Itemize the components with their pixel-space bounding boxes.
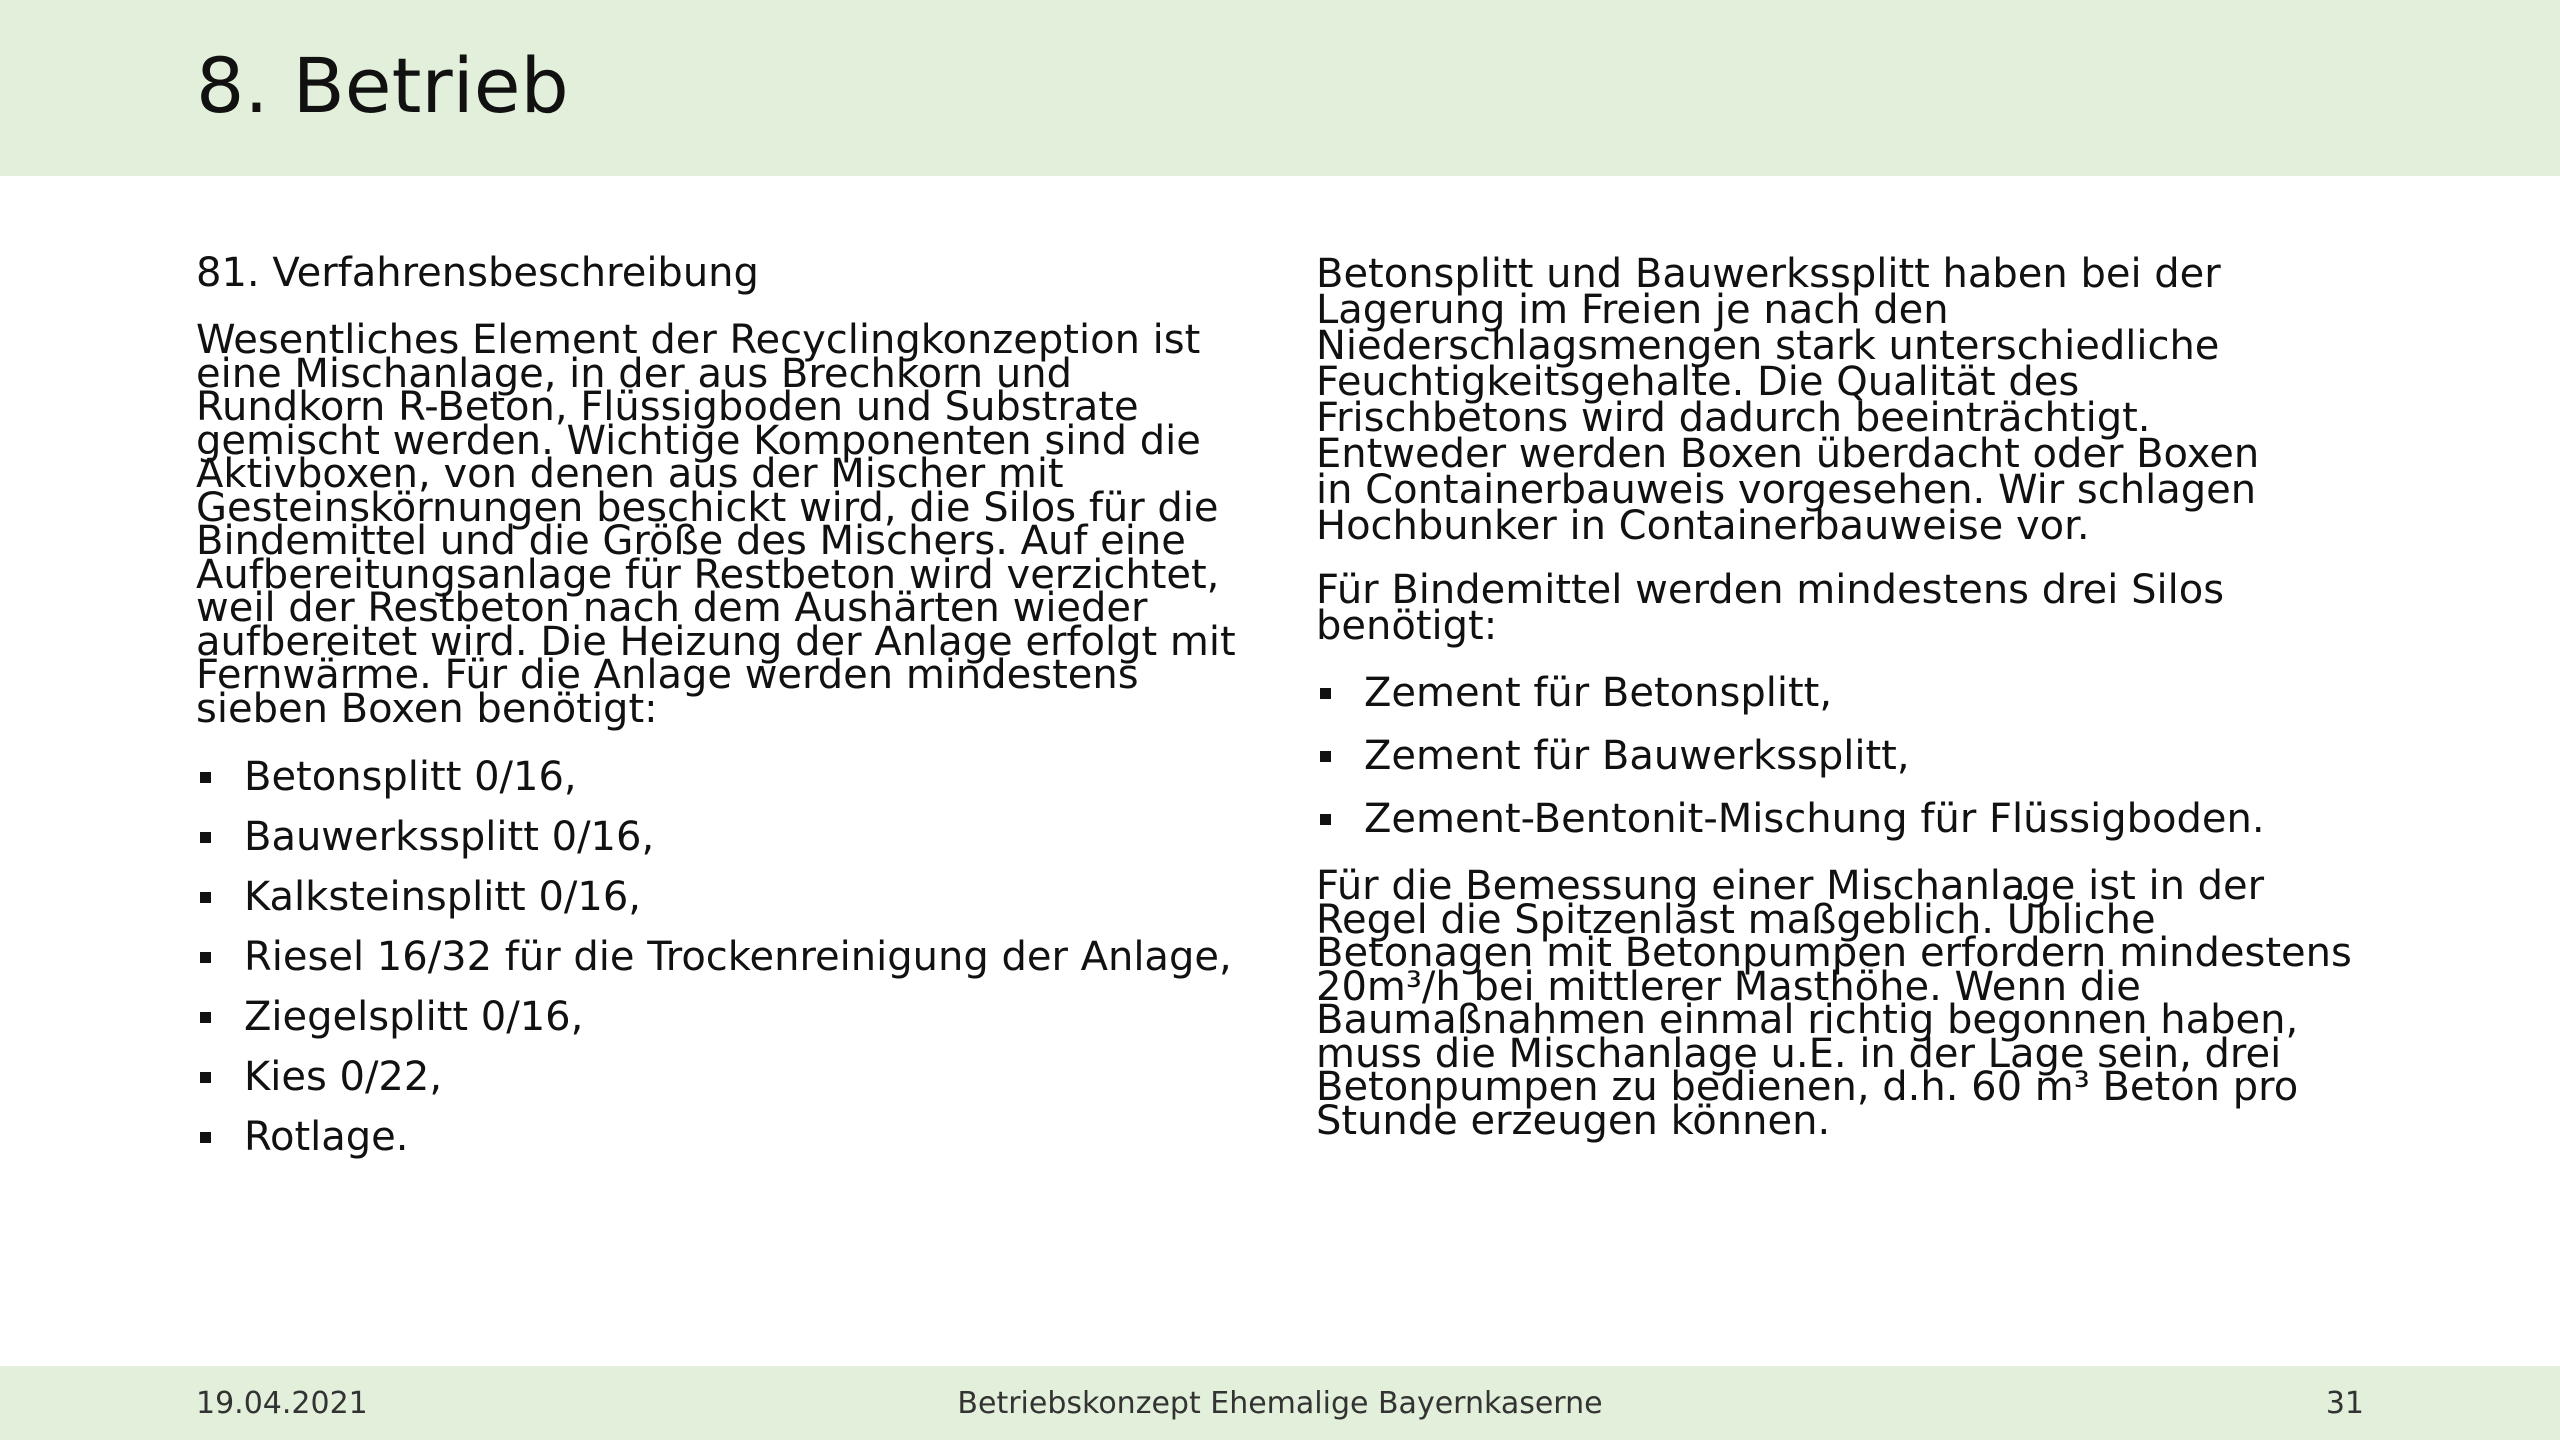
list-item (1316, 731, 2426, 781)
square-bullet-icon (1320, 751, 1331, 762)
text-line: Regel die Spitzenlast maßgeblich. Übliche (1316, 896, 2156, 943)
footer-date: 19.04.2021 (196, 1386, 368, 1421)
text-line: Betonsplitt und Bauwerkssplitt haben bei der (1316, 251, 2221, 297)
list-item (196, 932, 1256, 982)
list-item (196, 812, 1256, 862)
square-bullet-icon (1320, 814, 1331, 825)
intro-paragraph (196, 317, 1256, 732)
text-line: Lagerung im Freien je nach den (1316, 287, 1949, 333)
square-bullet-icon (200, 1132, 211, 1143)
text-line: Gesteinskörnungen beschickt wird, die Silos für die (196, 484, 1219, 531)
text-line: Feuchtigkeitsgehalte. Die Qualität des (1316, 359, 2080, 405)
list-item-text: Rotlage. (244, 1114, 409, 1160)
list-item (1316, 794, 2426, 844)
footer-title: Betriebskonzept Ehemalige Bayernkaserne (957, 1386, 1603, 1421)
list-item-text: Bauwerkssplitt 0/16, (244, 814, 655, 860)
list-item (196, 992, 1256, 1042)
text-line: Aufbereitungsanlage für Restbeton wird verzichtet, (196, 551, 1220, 598)
text-line: Niederschlagsmengen stark unterschiedliche (1316, 323, 2220, 369)
text-line: in Containerbauweis vorgesehen. Wir schlagen (1316, 467, 2257, 513)
list-item (196, 872, 1256, 922)
text-line: Aktivboxen, von denen aus der Mischer mit (196, 451, 1064, 497)
square-bullet-icon (200, 772, 211, 783)
section-heading: 81. Verfahrensbeschreibung (196, 250, 759, 296)
square-bullet-icon (200, 1072, 211, 1083)
text-line: Für die Bemessung einer Mischanlage ist in der (1316, 863, 2265, 909)
list-item (196, 1052, 1256, 1102)
text-line: Baumaßnahmen einmal richtig begonnen haben, (1316, 997, 2299, 1043)
capacity-paragraph (1316, 863, 2426, 1144)
text-line: 20m³/h bei mittlerer Masthöhe. Wenn die (1316, 963, 2141, 1010)
list-item-text: Zement für Bauwerkssplitt, (1364, 733, 1910, 779)
text-line: Rundkorn R-Beton, Flüssigboden und Substrate (196, 384, 1139, 430)
text-line: eine Mischanlage, in der aus Brechkorn und (196, 350, 1072, 397)
list-item-text: Riesel 16/32 für die Trockenreinigung der Anlage, (244, 934, 1232, 980)
list-item (196, 1112, 1256, 1162)
text-line: Für Bindemittel werden mindestens drei Silos (1316, 567, 2225, 613)
box-list (196, 752, 1256, 1162)
square-bullet-icon (200, 952, 211, 963)
text-line: Bindemittel und die Größe des Mischers. Auf eine (196, 518, 1186, 564)
text-line: Stunde erzeugen können. (1316, 1097, 1831, 1144)
list-item-text: Kalksteinsplitt 0/16, (244, 874, 641, 920)
right-column (1316, 251, 2426, 1144)
list-item-text: Zement-Bentonit-Mischung für Flüssigboden. (1364, 796, 2265, 842)
square-bullet-icon (200, 1012, 211, 1023)
text-line: benötigt: (1316, 603, 1498, 649)
silo-list (1316, 668, 2426, 844)
silo-paragraph (1316, 567, 2426, 649)
list-item (196, 752, 1256, 802)
text-line: Frischbetons wird dadurch beeinträchtigt. (1316, 395, 2151, 441)
list-item-text: Ziegelsplitt 0/16, (244, 994, 584, 1040)
list-item (1316, 668, 2426, 718)
list-item-text: Zement für Betonsplitt, (1364, 670, 1833, 716)
text-line: Fernwärme. Für die Anlage werden mindestens (196, 652, 1139, 698)
text-line: gemischt werden. Wichtige Komponenten sind die (196, 417, 1201, 464)
text-line: Entweder werden Boxen überdacht oder Boxen (1316, 431, 2260, 477)
slide-title: 8. Betrieb (196, 41, 569, 130)
text-line: sieben Boxen benötigt: (196, 685, 658, 732)
text-line: muss die Mischanlage u.E. in der Lage sein, drei (1316, 1030, 2282, 1077)
left-column (196, 248, 1256, 1162)
text-line: aufbereitet wird. Die Heizung der Anlage erfolgt mit (196, 618, 1236, 665)
square-bullet-icon (200, 832, 211, 843)
text-line: Hochbunker in Containerbauweise vor. (1316, 503, 2090, 549)
page-number: 31 (2325, 1386, 2364, 1421)
square-bullet-icon (1320, 688, 1331, 699)
text-line: Betonagen mit Betonpumpen erfordern mindestens (1316, 930, 2352, 976)
list-item-text: Betonsplitt 0/16, (244, 754, 577, 800)
text-line: weil der Restbeton nach dem Aushärten wieder (196, 585, 1148, 631)
list-item-text: Kies 0/22, (244, 1054, 443, 1100)
storage-paragraph (1316, 251, 2426, 549)
square-bullet-icon (200, 892, 211, 903)
text-line: Wesentliches Element der Recyclingkonzeption ist (196, 317, 1201, 363)
text-line: Betonpumpen zu bedienen, d.h. 60 m³ Beton pro (1316, 1064, 2299, 1110)
